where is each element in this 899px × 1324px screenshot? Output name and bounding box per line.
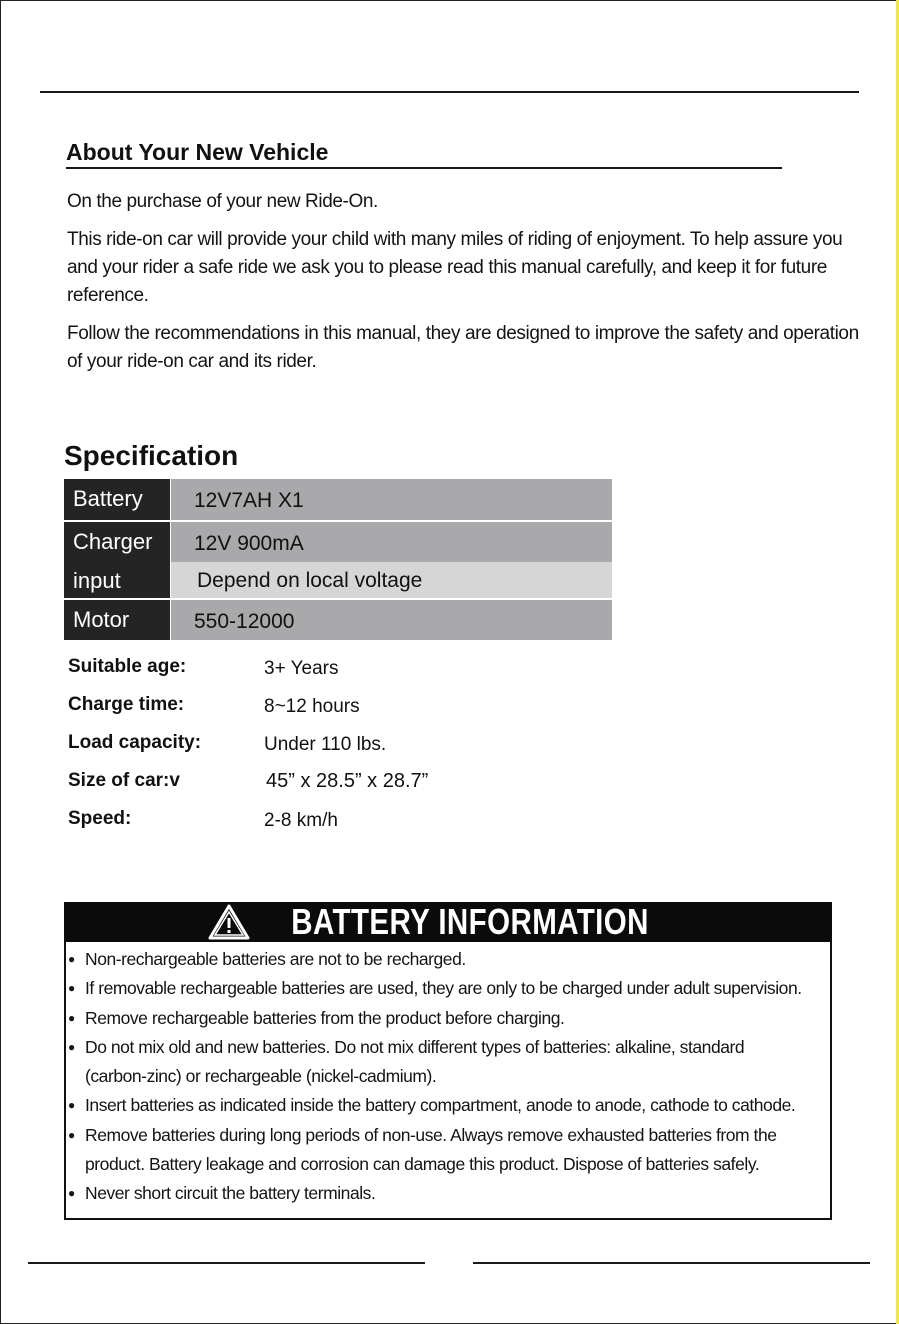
list-item-text: Insert batteries as indicated inside the battery compartment, anode to anode, cathode to cathode. [85,1095,796,1116]
bottom-rule-right [473,1262,870,1264]
list-item [68,1179,838,1208]
battery-info-title: BATTERY INFORMATION [291,901,649,942]
list-item-text: If removable rechargeable batteries are used, they are only to be charged under adult supervision. [85,978,802,999]
bullet-icon: ● [68,1039,75,1054]
bullet-icon: ● [68,981,75,996]
detail-row [68,694,568,732]
bullet-icon: ● [68,1010,75,1025]
list-item [68,974,838,1003]
spec-value: Depend on local voltage [171,562,612,598]
bullet-icon: ● [68,1127,75,1142]
about-title: About Your New Vehicle [66,139,329,165]
about-paragraph: This ride-on car will provide your child with many miles of riding of enjoyment. To help assure you and your rider a safe ride we ask you to please read this manual carefully, and keep it for future reference. [67,229,843,306]
specification-details [68,656,568,846]
list-item [68,1091,838,1120]
spec-row-charger [64,520,612,562]
detail-key: Charge time: [68,694,185,715]
bottom-rule-left [28,1262,425,1264]
detail-row [68,732,568,770]
detail-row [68,770,568,808]
spec-value: 550-12000 [171,600,612,640]
detail-value: 45” x 28.5” x 28.7” [266,770,429,792]
list-item [68,1121,830,1180]
specification-table [64,479,612,640]
spec-label: input [64,562,170,598]
detail-key: Size of car:v [68,770,180,791]
spec-label: Charger [64,522,170,562]
detail-key: Speed: [68,808,132,829]
about-title-underline [66,167,782,169]
detail-value: 2-8 km/h [264,810,338,831]
spec-label: Battery [64,479,170,520]
spec-row-motor [64,598,612,640]
list-item [68,945,838,974]
list-item-text: Non-rechargeable batteries are not to be recharged. [85,949,466,969]
spec-row-input [64,562,612,598]
detail-value: Under 110 lbs. [264,734,387,755]
bullet-icon: ● [68,1186,75,1201]
list-item [68,1004,838,1033]
detail-row [68,656,568,694]
spec-value: 12V7AH X1 [171,479,612,520]
list-item-text: Do not mix old and new batteries. Do not mix different types of batteries: alkaline, standard (carbon-zinc) or rechargeable (nickel-cadmium). [85,1036,745,1087]
about-paragraph: Follow the recommendations in this manual, they are designed to improve the safety and operation of your ride-on car and its rider. [67,323,859,372]
battery-info-list [68,945,838,1209]
spec-label: Motor [64,600,170,640]
warning-triangle-icon [208,904,250,940]
spec-row-battery [64,479,612,520]
detail-value: 8~12 hours [264,696,360,717]
battery-info-header [64,902,832,942]
bullet-icon: ● [68,1098,75,1113]
list-item [68,1033,805,1092]
specification-title: Specification [64,440,239,471]
detail-value: 3+ Years [264,658,339,679]
list-item-text: Remove rechargeable batteries from the product before charging. [85,1007,565,1028]
about-paragraph: On the purchase of your new Ride-On. [67,191,378,212]
detail-key: Load capacity: [68,732,202,753]
detail-key: Suitable age: [68,656,187,677]
detail-row [68,808,568,846]
list-item-text: Never short circuit the battery terminals. [85,1183,376,1204]
bullet-icon: ● [68,952,75,966]
list-item-text: Remove batteries during long periods of non-use. Always remove exhausted batteries from the product. Battery leakage and corrosion can damage this product. Dispose of batteries safely. [85,1124,777,1175]
top-rule [40,91,859,93]
spec-value: 12V 900mA [171,522,612,562]
